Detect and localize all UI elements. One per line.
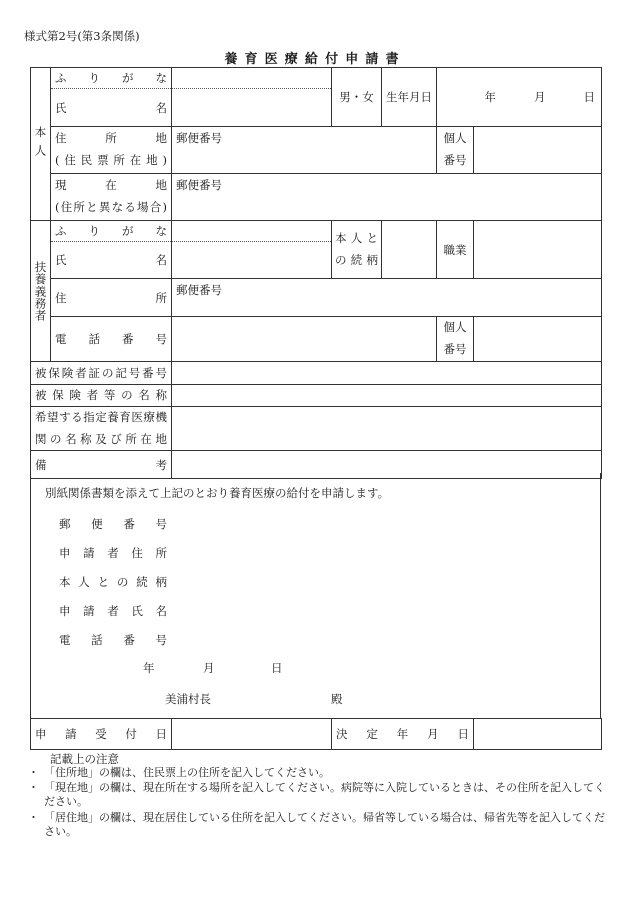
applicant-relation-label: 本人との続柄 bbox=[59, 575, 167, 589]
reception-table bbox=[30, 718, 602, 750]
insured-name-label: 被保険者等の名称 bbox=[31, 384, 172, 406]
person-current-postal-label: 郵便番号 bbox=[176, 178, 222, 192]
applicant-postal-label: 郵便番号 bbox=[59, 517, 167, 531]
application-section bbox=[30, 473, 601, 719]
person-address-field[interactable] bbox=[172, 127, 437, 174]
person-address-label: 住所地 (住民票所在地) bbox=[51, 127, 172, 174]
guardian-job-field[interactable] bbox=[474, 221, 602, 279]
received-date-label: 申請受付日 bbox=[31, 719, 172, 750]
decision-date-field[interactable] bbox=[474, 719, 602, 750]
insured-name-field[interactable] bbox=[172, 384, 602, 406]
guardian-address-label: 住所 bbox=[51, 279, 172, 317]
person-name-label: 氏名 bbox=[51, 89, 172, 127]
person-birthdate-field[interactable] bbox=[437, 68, 602, 127]
birth-month-label: 月 bbox=[534, 90, 546, 104]
person-furigana-field[interactable] bbox=[172, 68, 332, 89]
mayor-label: 美浦村長 bbox=[165, 692, 211, 706]
page-title: 養育医療給付申請書 bbox=[224, 52, 406, 67]
notes-title: 記載上の注意 bbox=[50, 752, 119, 766]
guardian-address-field[interactable] bbox=[172, 279, 602, 317]
application-intro: 別紙関係書類を添えて上記のとおり養育医療の給付を申請します。 bbox=[45, 486, 390, 500]
person-current-label: 現在地 (住所と異なる場合) bbox=[51, 174, 172, 221]
person-name-field[interactable] bbox=[172, 89, 332, 127]
note-item: ・ 「現在地」の欄は、現在所在する場所を記入してください。病院等に入院しているときは、その住所を記入してください。 bbox=[28, 781, 605, 808]
applicant-phone-label: 電話番号 bbox=[59, 633, 167, 647]
note-item: ・ 「住所地」の欄は、住民票上の住所を記入してください。 bbox=[28, 766, 330, 779]
guardian-relation-label: 本人と の続柄 bbox=[332, 221, 382, 279]
person-group-label: 本人 bbox=[31, 68, 51, 221]
application-month-label: 月 bbox=[203, 661, 215, 675]
person-id-field[interactable] bbox=[474, 127, 602, 174]
remarks-label: 備考 bbox=[31, 451, 172, 479]
applicant-name-label: 申請者氏名 bbox=[59, 604, 167, 618]
person-id-label: 個人 番号 bbox=[437, 127, 474, 174]
insurance-card-label: 被保険者証の記号番号 bbox=[31, 361, 172, 384]
birth-year-label: 年 bbox=[484, 90, 496, 104]
honorific-label: 殿 bbox=[331, 692, 343, 706]
guardian-id-label: 個人 番号 bbox=[437, 317, 474, 362]
guardian-name-field[interactable] bbox=[172, 242, 332, 279]
application-form-table bbox=[30, 67, 602, 479]
guardian-furigana-field[interactable] bbox=[172, 221, 332, 242]
guardian-group-label: 扶養義務者 bbox=[31, 221, 51, 362]
form-number: 様式第2号(第3条関係) bbox=[24, 29, 140, 43]
guardian-phone-field[interactable] bbox=[172, 317, 437, 362]
person-birth-label: 生年月日 bbox=[382, 68, 437, 127]
decision-date-label: 決定年月日 bbox=[332, 719, 474, 750]
hospital-field[interactable] bbox=[172, 406, 602, 451]
guardian-postal-label: 郵便番号 bbox=[176, 283, 222, 297]
guardian-id-field[interactable] bbox=[474, 317, 602, 362]
guardian-name-label: 氏名 bbox=[51, 242, 172, 279]
guardian-phone-label: 電話番号 bbox=[51, 317, 172, 362]
applicant-address-label: 申請者住所 bbox=[59, 546, 167, 560]
guardian-relation-field[interactable] bbox=[382, 221, 437, 279]
person-sex-field[interactable]: 男・女 bbox=[332, 68, 382, 127]
birth-day-label: 日 bbox=[583, 90, 595, 104]
guardian-job-label: 職業 bbox=[437, 221, 474, 279]
person-furigana-label: ふりがな bbox=[51, 68, 172, 89]
guardian-furigana-label: ふりがな bbox=[51, 221, 172, 242]
note-item: ・ 「居住地」の欄は、現在居住している住所を記入してください。帰省等している場合は、帰省先等を記入してください。 bbox=[28, 811, 605, 838]
hospital-label: 希望する指定養育医療機 関の名称及び所在地 bbox=[31, 406, 172, 451]
person-postal-label: 郵便番号 bbox=[176, 131, 222, 145]
application-day-label: 日 bbox=[271, 661, 283, 675]
application-year-label: 年 bbox=[143, 661, 155, 675]
received-date-field[interactable] bbox=[172, 719, 332, 750]
person-current-field[interactable] bbox=[172, 174, 602, 221]
insurance-card-field[interactable] bbox=[172, 361, 602, 384]
